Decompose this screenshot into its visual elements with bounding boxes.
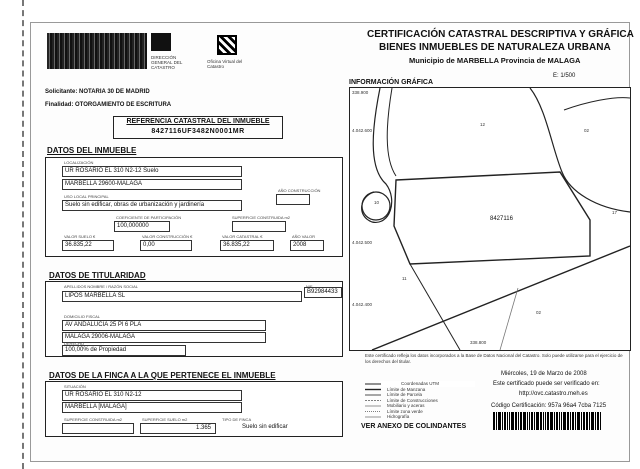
map-num-5: 17 — [612, 210, 618, 215]
titularidad-box — [45, 281, 343, 357]
l-domicilio: DOMICILIO FISCAL — [64, 314, 101, 319]
sup-suelo: 1.365 — [140, 423, 216, 434]
legend-item-3: Límite de Construcciones — [387, 397, 438, 403]
tipo-finca: Suelo sin edificar — [242, 424, 288, 430]
finalidad: Finalidad: OTORGAMIENTO DE ESCRITURA — [45, 102, 172, 108]
map-coord-0: 338.900 — [352, 90, 369, 95]
municipality: Municipio de MARBELLA Provincia de MALAGA — [409, 56, 581, 65]
ovc-logo — [217, 35, 237, 55]
title-line2: BIENES INMUEBLES DE NATURALEZA URBANA — [379, 42, 611, 53]
l-nif: NIF — [306, 284, 313, 289]
address1: UR ROSARIO EL 310 N2-12 Suelo — [62, 166, 242, 177]
map-coord-3: 4.042.400 — [352, 302, 373, 307]
l-sup-const: SUPERFICIE CONSTRUIDA m2 — [64, 417, 123, 422]
domicilio2: MALAGA 29006-MALAGA — [62, 332, 266, 343]
l-nombre: APELLIDOS NOMBRE / RAZÓN SOCIAL — [64, 284, 139, 289]
l-situacion: SITUACIÓN — [64, 384, 86, 389]
ano-valor: 2008 — [290, 240, 324, 251]
inmueble-box — [45, 157, 343, 257]
street-curve-inner — [387, 88, 396, 176]
titularidad-title: DATOS DE TITULARIDAD — [49, 271, 146, 280]
finca-title: DATOS DE LA FINCA A LA QUE PERTENECE EL INMUEBLE — [49, 371, 276, 380]
legend-item-6: Hidrografía — [387, 414, 410, 419]
derecho: 100,00% de Propiedad — [62, 345, 186, 356]
legend-item-1: Límite de Manzana — [387, 386, 426, 392]
footer-date: Miércoles, 19 de Marzo de 2008 — [501, 371, 587, 377]
l-ano-valor: AÑO VALOR — [292, 234, 316, 239]
parcel-label: 8427116 — [490, 216, 513, 222]
map-scale: E: 1/500 — [553, 73, 576, 79]
footer-url[interactable]: http://ovc.catastro.meh.es — [519, 391, 588, 397]
map-coord-4: 338.800 — [470, 340, 487, 345]
l-valor-const: VALOR CONSTRUCCIÓN € — [142, 234, 193, 239]
title-line1: CERTIFICACIÓN CATASTRAL DESCRIPTIVA Y GRÁFICA — [367, 29, 634, 40]
barcode — [493, 412, 623, 430]
legend-item-5: Límite zona verde — [387, 408, 423, 414]
situacion1: UR ROSARIO EL 310 N2-12 — [62, 390, 242, 401]
footer-verify: Este certificado puede ser verificado en: — [493, 381, 600, 387]
certificate-page — [30, 22, 634, 462]
l-ano: AÑO CONSTRUCCIÓN — [278, 188, 321, 193]
l-derecho: DERECHO — [64, 341, 85, 346]
valor-cat: 36.835,22 — [220, 240, 274, 251]
scan-edge — [0, 0, 24, 469]
situacion2: MARBELLA [MALAGA] — [62, 402, 242, 413]
map-num-0: 12 — [480, 122, 486, 127]
l-sup-const: SUPERFICIE CONSTRUIDA m2 — [232, 215, 291, 220]
l-localizacion: LOCALIZACIÓN — [64, 160, 94, 165]
nombre: LIPOS MARBELLA SL — [62, 291, 302, 302]
footer-code: Código Certificación: 957a 96a4 7cba 7125 — [491, 403, 607, 409]
cadastral-map — [349, 87, 631, 351]
valor-suelo: 36.835,22 — [62, 240, 114, 251]
map-num-1: 02 — [584, 128, 590, 133]
valor-const: 0,00 — [140, 240, 192, 251]
diagonal-boundary — [372, 246, 630, 350]
l-sup-suelo: SUPERFICIE SUELO m2 — [142, 417, 188, 422]
org-left-label: DIRECCIÓN GENERAL DEL CATASTRO — [151, 55, 183, 70]
uso: Suelo sin edificar, obras de urbanización y jardinería — [62, 200, 242, 211]
ref-catastral-box — [113, 116, 283, 139]
catastro-logo — [151, 33, 171, 51]
l-valor-cat: VALOR CATASTRAL € — [222, 234, 263, 239]
org-right-label: Oficina Virtual del Catastro — [207, 59, 243, 69]
solicitante: Solicitante: NOTARIA 30 DE MADRID — [45, 89, 150, 95]
map-coord-2: 4.042.500 — [352, 240, 373, 245]
ref-value: 8427116UF3482N0001MR — [151, 128, 245, 135]
annex-link: VER ANEXO DE COLINDANTES — [361, 423, 467, 430]
address2: MARBELLA 29600-MALAGA — [62, 179, 242, 190]
l-valor-suelo: VALOR SUELO € — [64, 234, 96, 239]
map-num-4: 02 — [536, 310, 542, 315]
right-curve — [564, 98, 630, 110]
roundabout — [362, 192, 390, 220]
upper-boundary — [530, 88, 630, 212]
map-section-title: INFORMACIÓN GRÁFICA — [349, 79, 433, 86]
legend-item-2: Límite de Parcela — [387, 392, 423, 397]
l-coef: COEFICIENTE DE PARTICIPACIÓN — [116, 215, 182, 220]
sup-const-field — [62, 423, 134, 434]
map-coord-1: 4.042.600 — [352, 128, 373, 133]
sup-const-field — [232, 221, 286, 232]
domicilio1: AV ANDALUCIA 25 Pl 6 PLA — [62, 320, 266, 331]
spain-logo — [47, 33, 147, 69]
coef: 100,000000 — [114, 221, 170, 232]
legend-swatches — [365, 381, 383, 421]
nif: B92984433 — [304, 287, 342, 298]
ref-title: REFERENCIA CATASTRAL DEL INMUEBLE — [126, 118, 270, 125]
map-num-3: 10 — [374, 200, 380, 205]
l-tipo-finca: TIPO DE FINCA — [222, 417, 252, 422]
legend-item-0: Coordenadas UTM — [365, 381, 475, 387]
inmueble-title: DATOS DEL INMUEBLE — [47, 146, 137, 155]
parcel-divider — [410, 264, 460, 350]
finca-box — [45, 381, 343, 437]
legend-item-4: Mobiliario y aceras — [387, 403, 425, 408]
map-note: Este certificado refleja los datos incorporados a la Base de Datos Nacional del Catastro. Solo puede utilizarse para el ejercicio de los derechos del titular. — [365, 353, 623, 364]
ano-field — [276, 194, 310, 205]
map-num-2: 11 — [402, 276, 407, 281]
l-uso: USO LOCAL PRINCIPAL — [64, 194, 109, 199]
